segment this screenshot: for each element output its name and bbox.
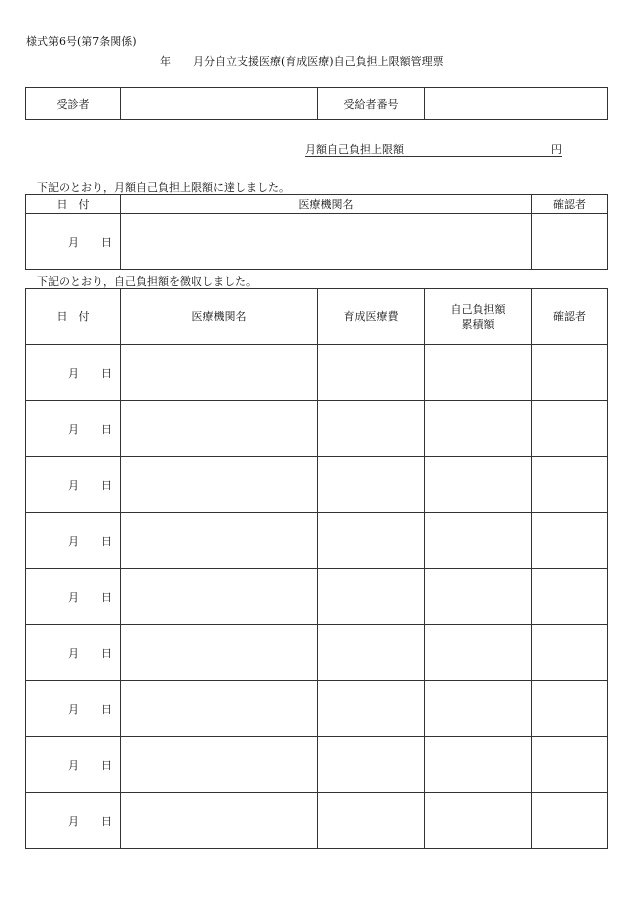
date-cell[interactable]: 月 日 (26, 793, 121, 849)
table-row (26, 345, 608, 401)
institution-cell[interactable] (121, 737, 318, 793)
patient-info-table (25, 87, 608, 120)
institution-cell[interactable] (121, 214, 532, 270)
collection-table (25, 288, 608, 849)
table-row (26, 214, 608, 270)
medical-cost-cell[interactable] (318, 457, 425, 513)
medical-cost-cell[interactable] (318, 737, 425, 793)
header-cumulative: 自己負担額 累積額 (425, 289, 532, 345)
medical-cost-cell[interactable] (318, 793, 425, 849)
patient-label: 受診者 (26, 88, 121, 120)
cumulative-cell[interactable] (425, 569, 532, 625)
date-cell[interactable]: 月 日 (26, 737, 121, 793)
medical-cost-cell[interactable] (318, 569, 425, 625)
institution-cell[interactable] (121, 681, 318, 737)
monthly-limit-label: 月額自己負担上限額 (305, 143, 404, 156)
date-cell[interactable]: 月 日 (26, 401, 121, 457)
header-institution: 医療機関名 (121, 195, 532, 214)
cumulative-cell[interactable] (425, 345, 532, 401)
confirmer-cell[interactable] (532, 513, 608, 569)
confirmer-cell[interactable] (532, 681, 608, 737)
monthly-limit-unit: 円 (551, 143, 562, 156)
date-cell[interactable]: 月 日 (26, 345, 121, 401)
medical-cost-cell[interactable] (318, 513, 425, 569)
header-confirmer: 確認者 (532, 289, 608, 345)
cumulative-cell[interactable] (425, 457, 532, 513)
confirmer-cell[interactable] (532, 625, 608, 681)
header-date: 日 付 (26, 195, 121, 214)
date-cell[interactable]: 月 日 (26, 214, 121, 270)
confirmer-cell[interactable] (532, 457, 608, 513)
date-cell[interactable]: 月 日 (26, 625, 121, 681)
date-cell[interactable]: 月 日 (26, 457, 121, 513)
medical-cost-cell[interactable] (318, 401, 425, 457)
cumulative-cell[interactable] (425, 681, 532, 737)
recipient-number-label: 受給者番号 (318, 88, 425, 120)
date-cell[interactable]: 月 日 (26, 681, 121, 737)
patient-name-field[interactable] (121, 88, 318, 120)
medical-cost-cell[interactable] (318, 681, 425, 737)
date-cell[interactable]: 月 日 (26, 513, 121, 569)
limit-reached-table (25, 194, 608, 270)
confirmer-cell[interactable] (532, 401, 608, 457)
confirmer-cell[interactable] (532, 345, 608, 401)
limit-reached-note: 下記のとおり，月額自己負担上限額に達しました。 (37, 181, 290, 194)
confirmer-cell[interactable] (532, 569, 608, 625)
confirmer-cell[interactable] (532, 793, 608, 849)
table-row (26, 625, 608, 681)
cumulative-cell[interactable] (425, 625, 532, 681)
header-institution: 医療機関名 (121, 289, 318, 345)
institution-cell[interactable] (121, 401, 318, 457)
confirmer-cell[interactable] (532, 214, 608, 270)
table-row (26, 681, 608, 737)
form-number: 様式第6号(第7条関係) (26, 35, 137, 48)
table-row (26, 457, 608, 513)
title-year: 年 (160, 55, 171, 68)
cumulative-cell[interactable] (425, 737, 532, 793)
medical-cost-cell[interactable] (318, 345, 425, 401)
date-cell[interactable]: 月 日 (26, 569, 121, 625)
document-title (160, 53, 444, 69)
institution-cell[interactable] (121, 513, 318, 569)
monthly-limit-line[interactable] (305, 141, 562, 157)
header-medical-cost: 育成医療費 (318, 289, 425, 345)
table-row (26, 793, 608, 849)
header-confirmer: 確認者 (532, 195, 608, 214)
medical-cost-cell[interactable] (318, 625, 425, 681)
institution-cell[interactable] (121, 457, 318, 513)
header-date: 日 付 (26, 289, 121, 345)
table-row (26, 513, 608, 569)
cumulative-cell[interactable] (425, 401, 532, 457)
institution-cell[interactable] (121, 569, 318, 625)
institution-cell[interactable] (121, 793, 318, 849)
collection-note: 下記のとおり，自己負担額を徴収しました。 (37, 275, 257, 288)
cumulative-cell[interactable] (425, 513, 532, 569)
institution-cell[interactable] (121, 625, 318, 681)
table-row (26, 401, 608, 457)
confirmer-cell[interactable] (532, 737, 608, 793)
cumulative-cell[interactable] (425, 793, 532, 849)
institution-cell[interactable] (121, 345, 318, 401)
title-main: 月分自立支援医療(育成医療)自己負担上限額管理票 (193, 55, 444, 68)
table-row (26, 737, 608, 793)
recipient-number-field[interactable] (425, 88, 608, 120)
table-row (26, 569, 608, 625)
